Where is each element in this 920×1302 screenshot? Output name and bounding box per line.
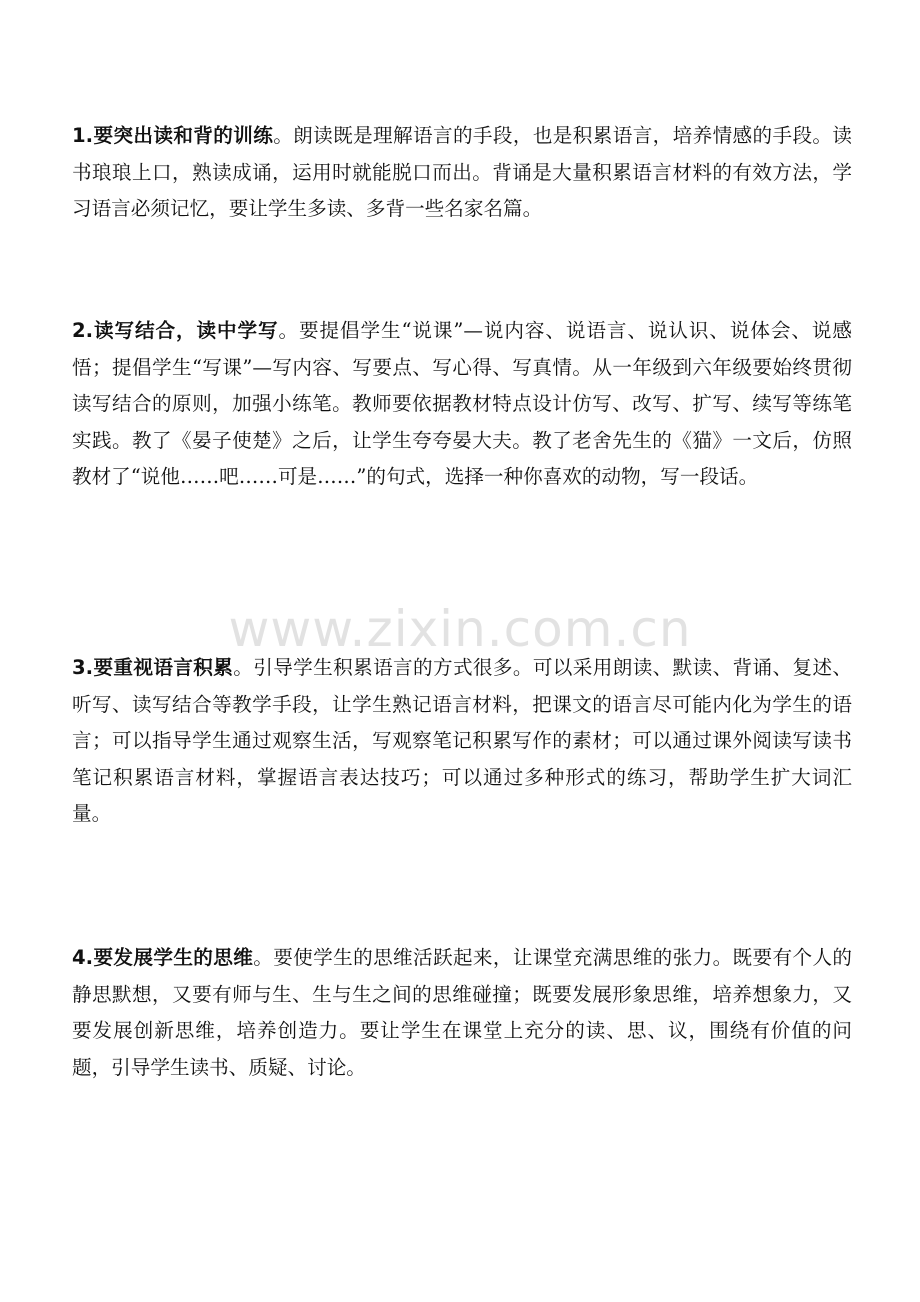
paragraph-3 xyxy=(72,650,852,833)
paragraph-3-heading: 3.要重视语言积累 xyxy=(72,656,234,679)
paragraph-4-body: 。要使学生的思维活跃起来，让课堂充满思维的张力。既要有个人的静思默想，又要有师与生、生与生之间的思维碰撞；既要发展形象思维，培养想象力，又要发展创新思维，培养创造力。要让学生在课堂上充分的读、思、议，围绕有价值的问题，引导学生读书、质疑、讨论。 xyxy=(72,946,853,1079)
paragraph-1 xyxy=(72,118,852,228)
paragraph-1-body: 。朗读既是理解语言的手段，也是积累语言，培养情感的手段。读书琅琅上口，熟读成诵，运用时就能脱口而出。背诵是大量积累语言材料的有效方法，学习语言必须记忆，要让学生多读、多背一些名家名篇。 xyxy=(72,124,853,221)
watermark: www.zixin.com.cn xyxy=(228,600,692,658)
paragraph-3-body: 。引导学生积累语言的方式很多。可以采用朗读、默读、背诵、复述、听写、读写结合等教学手段，让学生熟记语言材料，把课文的语言尽可能内化为学生的语言；可以指导学生通过观察生活，写观察笔记积累写作的素材；可以通过课外阅读写读书笔记积累语言材料，掌握语言表达技巧；可以通过多种形式的练习，帮助学生扩大词汇量。 xyxy=(72,656,853,826)
paragraph-4 xyxy=(72,940,852,1086)
paragraph-2-body: 。要提倡学生“说课”—说内容、说语言、说认识、说体会、说感悟；提倡学生“写课”—写内容、写要点、写心得、写真情。从一年级到六年级要始终贯彻读写结合的原则，加强小练笔。教师要依据教材特点设计仿写、改写、扩写、续写等练笔实践。教了《晏子使楚》之后，让学生夸夸晏大夫。教了老舍先生的《猫》一文后，仿照教材了“说他……吧……可是……”的句式，选择一种你喜欢的动物，写一段话。 xyxy=(72,319,852,489)
paragraph-1-heading: 1.要突出读和背的训练 xyxy=(72,124,274,147)
paragraph-2-heading: 2.读写结合，读中学写 xyxy=(72,319,279,342)
paragraph-2 xyxy=(72,313,852,496)
paragraph-4-heading: 4.要发展学生的思维 xyxy=(72,946,254,969)
